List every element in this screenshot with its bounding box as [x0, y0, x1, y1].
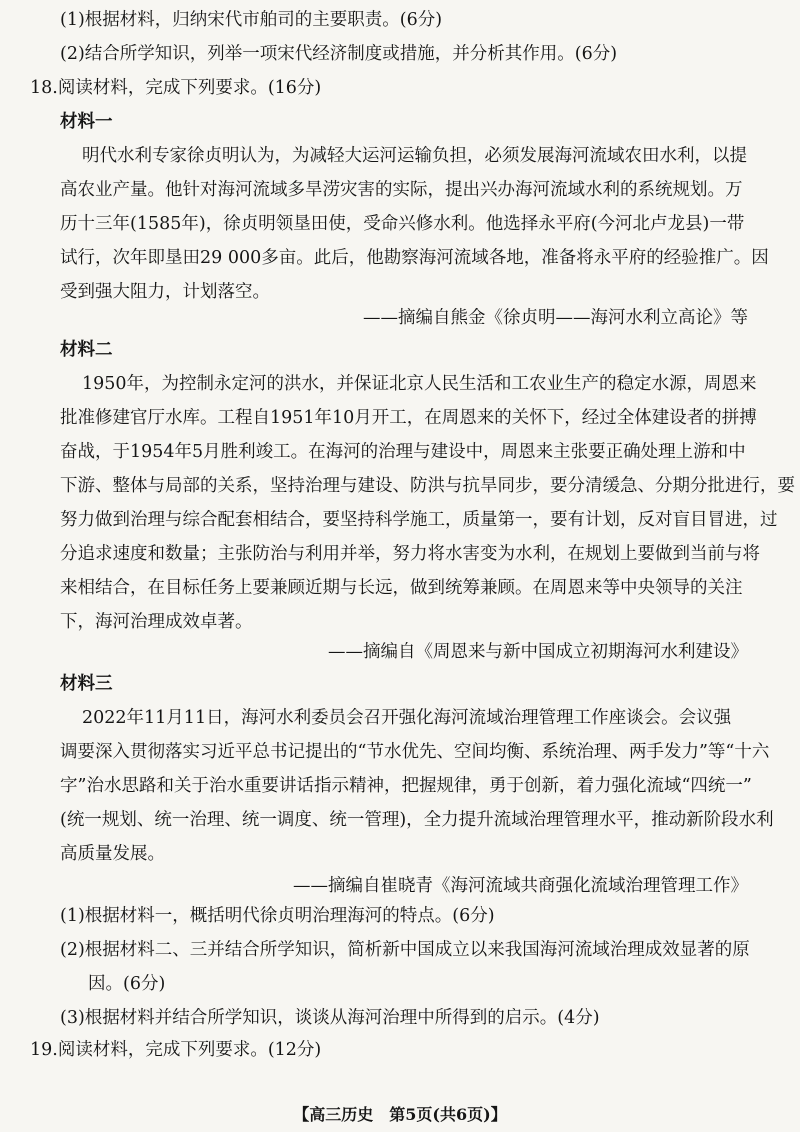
- q18-m3-source: ——摘编自崔晓青《海河流域共商强化流域治理管理工作》: [293, 876, 748, 896]
- q18-m1-line: 试行，次年即垦田29 000多亩。此后，他勘察海河流域各地，准备将永平府的经验推广。因: [60, 248, 769, 268]
- q18-sub2-cont: 因。(6分): [88, 974, 166, 994]
- q18-m2-line: 努力做到治理与综合配套相结合，要坚持科学施工，质量第一，要有计划，反对盲目冒进，过: [60, 510, 778, 530]
- q19-title: 19.阅读材料，完成下列要求。(12分): [30, 1040, 322, 1060]
- q18-m3-line: 2022年11月11日，海河水利委员会召开强化海河流域治理管理工作座谈会。会议强: [82, 708, 732, 728]
- q18-m3-line: (统一规划、统一治理、统一调度、统一管理)，全力提升流域治理管理水平，推动新阶段水利: [60, 810, 774, 830]
- q18-m1-line: 高农业产量。他针对海河流域多旱涝灾害的实际，提出兴办海河流域水利的系统规划。万: [60, 180, 743, 200]
- q18-sub3: (3)根据材料并结合所学知识，谈谈从海河治理中所得到的启示。(4分): [60, 1008, 600, 1028]
- q18-m1-source: ——摘编自熊金《徐贞明——海河水利立高论》等: [363, 308, 748, 328]
- q18-title: 18.阅读材料，完成下列要求。(16分): [30, 78, 322, 98]
- q18-m2-line: 奋战，于1954年5月胜利竣工。在海河的治理与建设中，周恩来主张要正确处理上游和中: [60, 442, 746, 462]
- q18-m1-line: 历十三年(1585年)，徐贞明领垦田使，受命兴修水利。他选择永平府(今河北卢龙县)一带: [60, 214, 745, 234]
- q18-material1-label: 材料一: [60, 112, 113, 132]
- q18-m2-line: 批准修建官厅水库。工程自1951年10月开工，在周恩来的关怀下，经过全体建设者的拼搏: [60, 408, 757, 428]
- q18-m2-line: 下，海河治理成效卓著。: [60, 612, 253, 632]
- q18-m1-line: 受到强大阻力，计划落空。: [60, 282, 270, 302]
- q18-m3-line: 调要深入贯彻落实习近平总书记提出的“节水优先、空间均衡、系统治理、两手发力”等“十六: [60, 742, 770, 762]
- q18-m3-line: 高质量发展。: [60, 844, 165, 864]
- q18-m3-line: 字”治水思路和关于治水重要讲话指示精神，把握规律，勇于创新，着力强化流域“四统一”: [60, 776, 752, 796]
- q18-sub1: (1)根据材料一，概括明代徐贞明治理海河的特点。(6分): [60, 906, 495, 926]
- q18-m2-line: 下游、整体与局部的关系，坚持治理与建设、防洪与抗旱同步，要分清缓急、分期分批进行，要: [60, 476, 795, 496]
- q18-material2-label: 材料二: [60, 340, 113, 360]
- q18-sub2: (2)根据材料二、三并结合所学知识，简析新中国成立以来我国海河流域治理成效显著的原: [60, 940, 750, 960]
- page-footer: 【高三历史 第5页(共6页)】: [293, 1105, 507, 1124]
- q18-m2-line: 分追求速度和数量；主张防治与利用并举，努力将水害变为水利，在规划上要做到当前与将: [60, 544, 760, 564]
- q18-material3-label: 材料三: [60, 674, 113, 694]
- q18-m2-line: 来相结合，在目标任务上要兼顾近期与长远，做到统筹兼顾。在周恩来等中央领导的关注: [60, 578, 743, 598]
- q18-m2-line: 1950年，为控制永定河的洪水，并保证北京人民生活和工农业生产的稳定水源，周恩来: [82, 374, 757, 394]
- q17-sub1: (1)根据材料，归纳宋代市舶司的主要职责。(6分): [60, 10, 443, 30]
- q18-m2-source: ——摘编自《周恩来与新中国成立初期海河水利建设》: [328, 642, 748, 662]
- q18-m1-line: 明代水利专家徐贞明认为，为减轻大运河运输负担，必须发展海河流域农田水利，以提: [82, 146, 747, 166]
- q17-sub2: (2)结合所学知识，列举一项宋代经济制度或措施，并分析其作用。(6分): [60, 44, 618, 64]
